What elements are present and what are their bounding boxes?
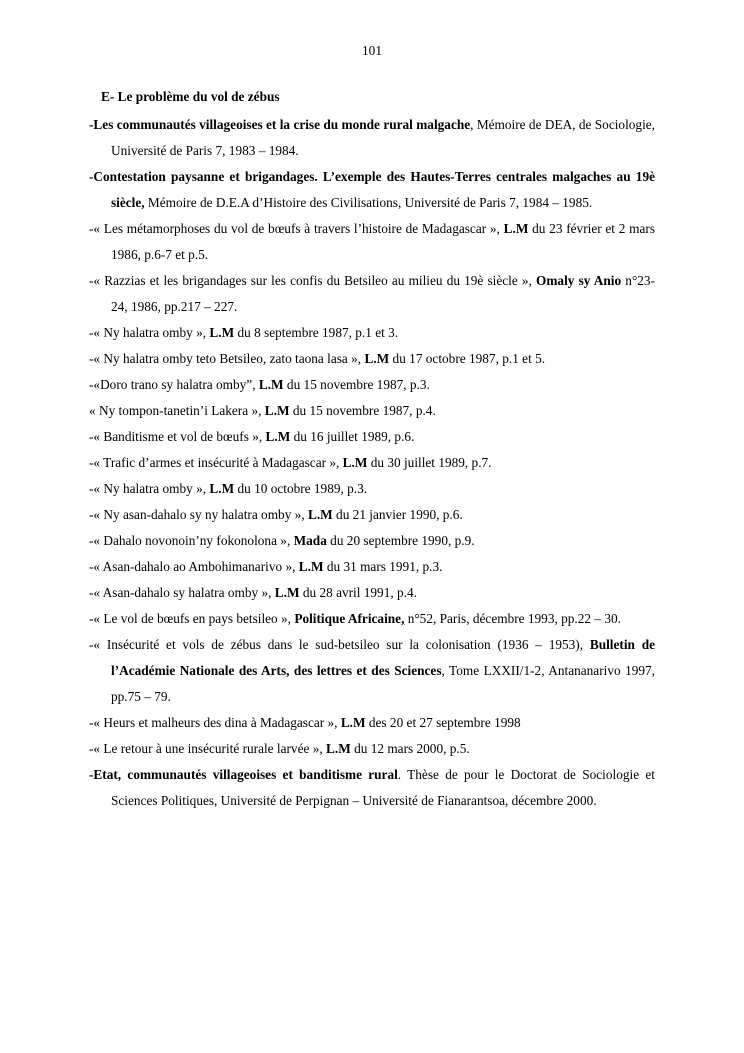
reference-title: L.M xyxy=(298,559,324,574)
reference-text: -« Ny halatra omby », xyxy=(89,325,210,340)
reference-title: Mada xyxy=(293,533,327,548)
reference-entry xyxy=(89,762,655,814)
reference-entry xyxy=(89,632,655,710)
reference-text: du 10 octobre 1989, p.3. xyxy=(234,481,368,496)
reference-text: , Mémoire de DEA, de Sociologie, Université de Paris 7, 1983 – 1984. xyxy=(111,117,655,158)
reference-text: -«Doro trano sy halatra omby”, xyxy=(89,377,259,392)
reference-text: « Ny tompon-tanetin’i Lakera », xyxy=(89,403,265,418)
reference-text: -« Dahalo novonoin’ny fokonolona », xyxy=(89,533,294,548)
reference-text: du 31 mars 1991, p.3. xyxy=(323,559,443,574)
reference-entry xyxy=(89,320,655,346)
reference-entry xyxy=(89,736,655,762)
reference-text: du 23 février et 2 mars 1986, p.6-7 et p.5. xyxy=(111,221,655,262)
reference-text: du 15 novembre 1987, p.4. xyxy=(289,403,436,418)
reference-text: -« Heurs et malheurs des dina à Madagascar », xyxy=(89,715,341,730)
reference-entry xyxy=(89,164,655,216)
reference-text: du 12 mars 2000, p.5. xyxy=(350,741,470,756)
reference-title: L.M xyxy=(258,377,284,392)
reference-title: L.M xyxy=(209,481,235,496)
reference-entry xyxy=(89,346,655,372)
reference-text: -« Razzias et les brigandages sur les confis du Betsileo au milieu du 19è siècle », xyxy=(89,273,537,288)
reference-title: L.M xyxy=(264,403,290,418)
reference-title: L.M xyxy=(364,351,390,366)
reference-title: Bulletin de l’Académie Nationale des Arts, des lettres et des Sciences xyxy=(111,637,655,678)
reference-text: du 8 septembre 1987, p.1 et 3. xyxy=(234,325,399,340)
reference-entry xyxy=(89,268,655,320)
reference-title: L.M xyxy=(340,715,366,730)
reference-entry xyxy=(89,450,655,476)
reference-entry xyxy=(89,606,655,632)
reference-title: L.M xyxy=(265,429,291,444)
reference-list xyxy=(89,112,655,814)
reference-text: . Thèse de pour le Doctorat de Sociologie et Sciences Politiques, Université de Perpignan – Université de Fianarantsoa, décembre 2000. xyxy=(111,767,655,808)
reference-title: , xyxy=(401,611,405,626)
reference-text: -« Insécurité et vols de zébus dans le sud-betsileo sur la colonisation (1936 – 1953), xyxy=(89,637,590,652)
reference-text: -« Ny asan-dahalo sy ny halatra omby », xyxy=(89,507,308,522)
reference-title: L.M xyxy=(209,325,235,340)
reference-title: -Les communautés villageoises et la crise du monde rural malgache xyxy=(89,117,471,132)
reference-title: L.M xyxy=(307,507,333,522)
reference-text: -« Ny halatra omby », xyxy=(89,481,210,496)
reference-text: du 20 septembre 1990, p.9. xyxy=(326,533,475,548)
reference-text: n°23-24, 1986, pp.217 – 227. xyxy=(111,273,655,314)
reference-text: du 28 avril 1991, p.4. xyxy=(299,585,417,600)
reference-text: du 16 juillet 1989, p.6. xyxy=(290,429,415,444)
reference-entry xyxy=(89,710,655,736)
reference-text: , Tome LXXII/1-2, Antananarivo 1997, pp.75 – 79. xyxy=(111,663,655,704)
reference-title: -Contestation paysanne et brigandages. L’exemple des Hautes-Terres centrales malgaches au 19è siècle, xyxy=(89,169,655,210)
reference-text: Mémoire de D.E.A d’Histoire des Civilisations, Université de Paris 7, 1984 – 1985. xyxy=(144,195,593,210)
reference-text: du 30 juillet 1989, p.7. xyxy=(367,455,492,470)
reference-entry xyxy=(89,528,655,554)
reference-title: -Etat, communautés villageoises et banditisme rural xyxy=(89,767,398,782)
reference-entry xyxy=(89,398,655,424)
reference-entry xyxy=(89,580,655,606)
reference-title: L.M xyxy=(326,741,351,756)
reference-text: -« Les métamorphoses du vol de bœufs à travers l’histoire de Madagascar », xyxy=(89,221,504,236)
reference-entry xyxy=(89,554,655,580)
reference-title: Politique Africaine xyxy=(294,611,402,626)
reference-entry xyxy=(89,502,655,528)
reference-text: -« Asan-dahalo sy halatra omby », xyxy=(89,585,275,600)
reference-text: n°52, Paris, décembre 1993, pp.22 – 30. xyxy=(404,611,621,626)
reference-text: -« Le vol de bœufs en pays betsileo », xyxy=(89,611,295,626)
reference-title: L.M xyxy=(342,455,368,470)
reference-entry xyxy=(89,112,655,164)
reference-text: du 17 octobre 1987, p.1 et 5. xyxy=(389,351,546,366)
reference-title: Omaly sy Anio xyxy=(536,273,622,288)
reference-text: -« Trafic d’armes et insécurité à Madagascar », xyxy=(89,455,343,470)
reference-text: du 21 janvier 1990, p.6. xyxy=(332,507,463,522)
reference-text: du 15 novembre 1987, p.3. xyxy=(283,377,430,392)
reference-text: -« Banditisme et vol de bœufs », xyxy=(89,429,266,444)
reference-text: -« Le retour à une insécurité rurale larvée », xyxy=(89,741,327,756)
reference-title: L.M xyxy=(503,221,529,236)
reference-text: -« Asan-dahalo ao Ambohimanarivo », xyxy=(89,559,299,574)
reference-entry xyxy=(89,424,655,450)
reference-text: des 20 et 27 septembre 1998 xyxy=(365,715,521,730)
section-heading: E- Le problème du vol de zébus xyxy=(101,89,280,104)
reference-title: L.M xyxy=(274,585,300,600)
page-number: 101 xyxy=(362,43,382,58)
reference-entry xyxy=(89,216,655,268)
reference-entry xyxy=(89,476,655,502)
reference-entry xyxy=(89,372,655,398)
reference-text: -« Ny halatra omby teto Betsileo, zato taona lasa », xyxy=(89,351,365,366)
